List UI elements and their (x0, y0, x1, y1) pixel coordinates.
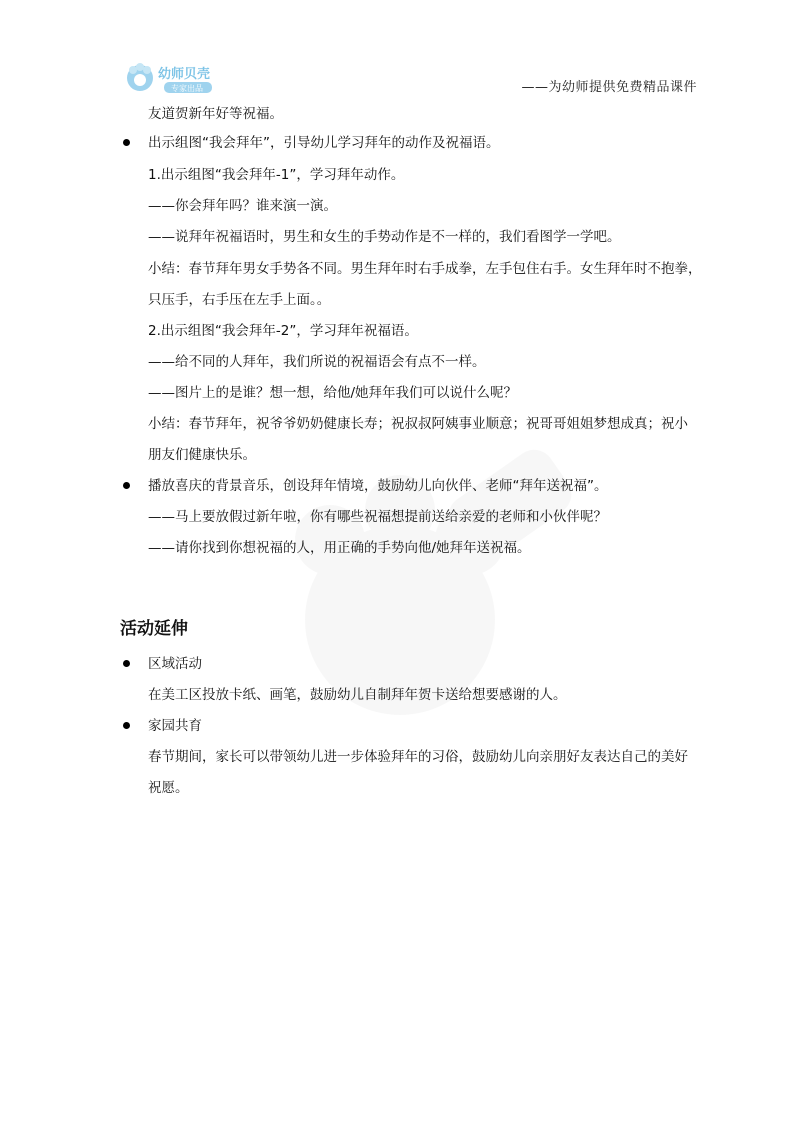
text-line: 1.出示组图“我会拜年-1”，学习拜年动作。 (148, 167, 405, 183)
bullet-icon (123, 722, 130, 729)
list-item: 出示组图“我会拜年”，引导幼儿学习拜年的动作及祝福语。 (148, 135, 500, 151)
text-line: ——给不同的人拜年，我们所说的祝福语会有点不一样。 (148, 354, 486, 370)
text-line: ——说拜年祝福语时，男生和女生的手势动作是不一样的，我们看图学一学吧。 (148, 229, 621, 245)
text-line: ——请你找到你想祝福的人，用正确的手势向他/她拜年送祝福。 (148, 540, 531, 556)
shell-logo-icon (124, 60, 234, 96)
text-line: 朋友们健康快乐。 (148, 447, 256, 463)
text-line: ——马上要放假过新年啦，你有哪些祝福想提前送给亲爱的老师和小伙伴呢？ (148, 509, 607, 525)
text-line: 小结：春节拜年，祝爷爷奶奶健康长寿；祝叔叔阿姨事业顺意；祝哥哥姐姐梦想成真；祝小 (148, 416, 688, 432)
text-line: ——图片上的是谁？想一想，给他/她拜年我们可以说什么呢？ (148, 385, 518, 401)
text-line: 小结：春节拜年男女手势各不同。男生拜年时右手成拳，左手包住右手。女生拜年时不抱拳， (148, 261, 702, 277)
bullet-icon (123, 139, 130, 146)
text-line: 祝愿。 (148, 780, 189, 796)
list-item: 播放喜庆的背景音乐，创设拜年情境，鼓励幼儿向伙伴、老师“拜年送祝福”。 (148, 478, 608, 494)
bullet-icon (123, 482, 130, 489)
text-line: 只压手，右手压在左手上面。。 (148, 292, 331, 308)
section-heading: 活动延伸 (120, 619, 188, 639)
text-line: ——你会拜年吗？谁来演一演。 (148, 198, 337, 214)
text-line: 友道贺新年好等祝福。 (148, 106, 283, 122)
bullet-icon (123, 660, 130, 667)
logo-text: 幼师贝壳 (158, 67, 211, 82)
logo-subtext: 专家出品 (171, 84, 203, 93)
list-item: 区域活动 (148, 656, 202, 672)
text-line: 2.出示组图“我会拜年-2”，学习拜年祝福语。 (148, 323, 418, 339)
text-line: 春节期间，家长可以带领幼儿进一步体验拜年的习俗，鼓励幼儿向亲朋好友表达自己的美好 (148, 749, 688, 765)
text-line: 在美工区投放卡纸、画笔，鼓励幼儿自制拜年贺卡送给想要感谢的人。 (148, 687, 567, 703)
list-item: 家园共育 (148, 718, 202, 734)
brand-logo (124, 60, 234, 96)
header-tagline: ——为幼师提供免费精品课件 (521, 80, 697, 95)
